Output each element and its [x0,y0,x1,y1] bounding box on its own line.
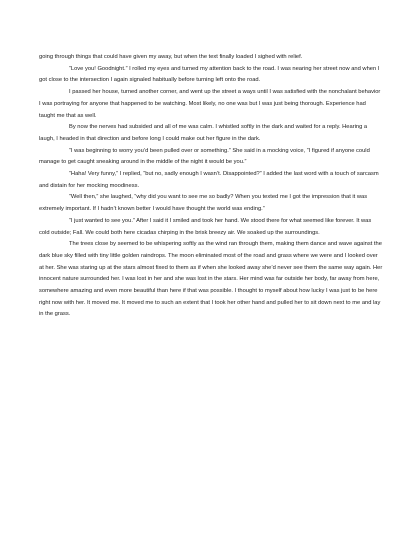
paragraph-2: “Love you! Goodnight.” I rolled my eyes and turned my attention back to the road. I was nearing her street now and when I got close to the intersection I again signaled habitually before turning left onto the road. [39,65,380,84]
document-page [39,52,383,321]
paragraph-8: “I just wanted to see you.” After I said it I smiled and took her hand. We stood there for what seemed like forever. It was cold outside; Fall. We could both here cicadas chirping in the brisk breezy air. We soaked up the surroundings. [39,217,372,236]
paragraph-5: “I was beginning to worry you’d been pulled over or something.” She said in a mocking voice, “I figured if anyone could manage to get caught sneaking around in the middle of the night it would be you.” [39,147,370,166]
paragraph-3: I passed her house, turned another corner, and went up the street a ways until I was satisfied with the nonchalant behavior I was portraying for anyone that happened to be watching. Most likely, no one was but I was just being thorough. Experience had taught me that as well. [39,89,381,119]
paragraph-4: By now the nerves had subsided and all of me was calm. I whistled softly in the dark and waited for a reply. Hearing a laugh, I headed in that direction and before long I could make out her figure in the dark. [39,124,368,142]
paragraph-6: “Haha! Very funny,” I replied, “but no, sadly enough I wasn’t. Disappointed?” I added the last word with a touch of sarcasm and distain for her mocking moodiness. [39,171,379,189]
paragraph-7: “Well then,” she laughed, “why did you want to see me so badly? When you texted me I got the impression that it was extremely important. If I hadn’t known better I would have thought the world was ending.” [39,194,368,213]
paragraph-1: going through things that could have given my away, but when the text finally loaded I sighed with relief. [39,54,303,60]
paragraph-9: The trees close by seemed to be whispering softly as the wind ran through them, making them dance and wave against the dark blue sky filled with tiny little golden raindrops. The moon eliminated most of the road and grass where we were and I looked over at her. She was staring up at the stars almost fixed to them as if when she looked away she’d never see them the same way again. Her innocent nature surrounded her. I was lost in her and she was lost in the stars. Her mind was far outside her body, far away from here, somewhere amazing and even more beautiful than here if that was possible. I thought to myself about how lucky I was just to be here right now with her. It moved me. It moved me to such an extent that I took her other hand and pulled her to sit down next to me and lay in the grass. [39,241,383,318]
